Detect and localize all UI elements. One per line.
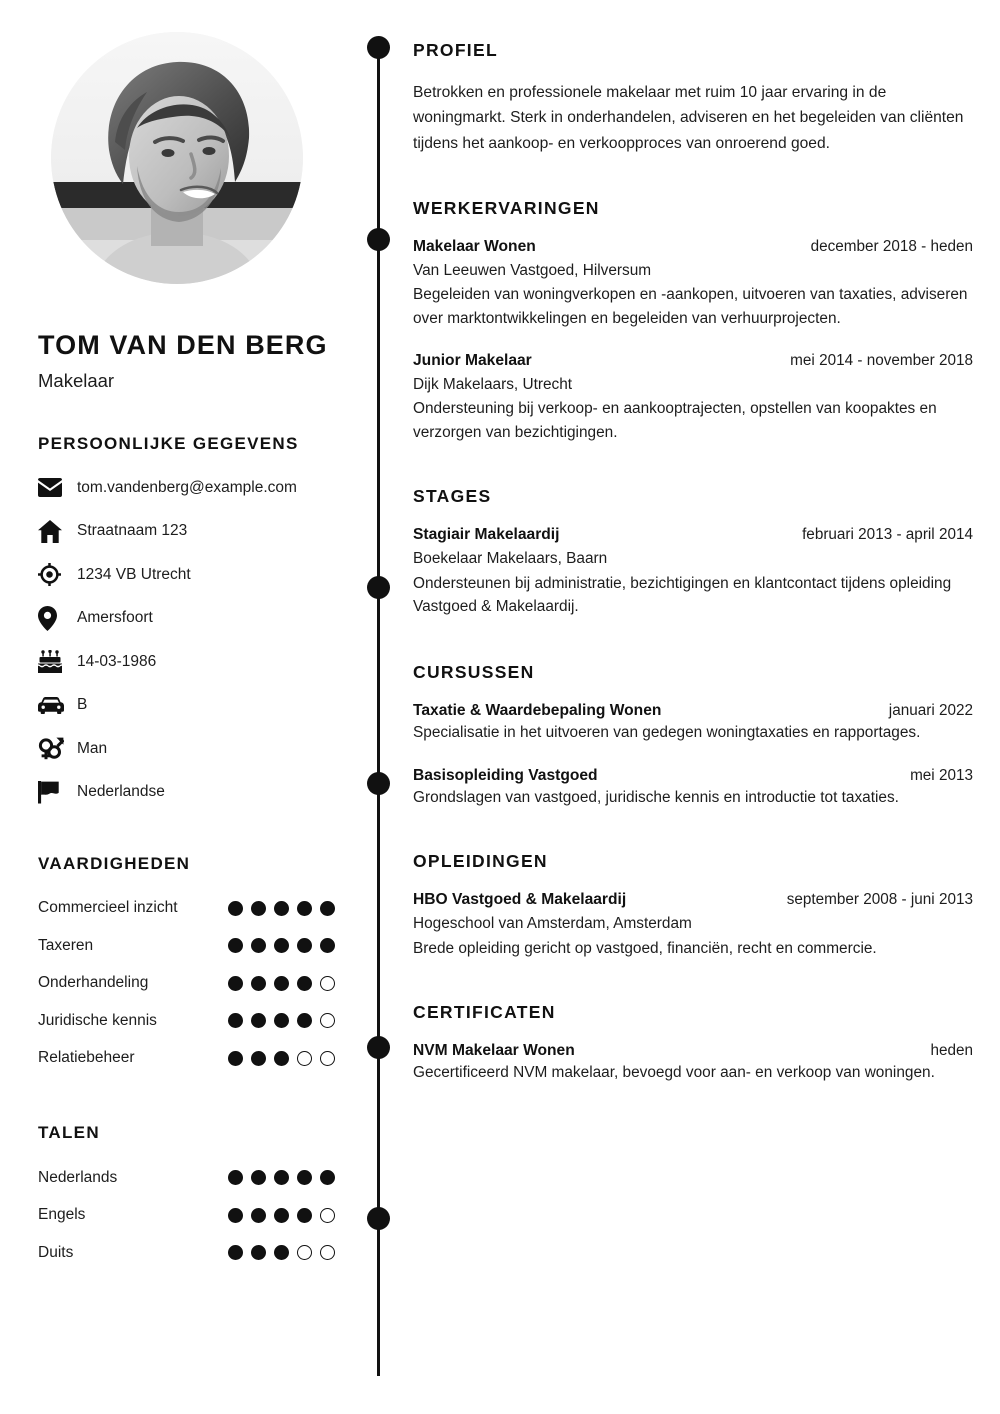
course-entry-date: mei 2013	[910, 766, 973, 784]
course-entry	[413, 702, 973, 744]
course-entry-title: Basisopleiding Vastgoed	[413, 766, 598, 784]
course-entry-desc: Grondslagen van vastgoed, juridische kennis en introductie tot taxaties.	[413, 788, 899, 806]
detail-row-gender	[38, 733, 337, 764]
rating-dot-filled	[228, 1051, 243, 1066]
certificate-entry-title: NVM Makelaar Wonen	[413, 1042, 575, 1060]
language-label: Engels	[38, 1206, 86, 1224]
skill-label: Juridische kennis	[38, 1011, 157, 1029]
rating-dot-filled	[274, 1245, 289, 1260]
education-entry-date: september 2008 - juni 2013	[786, 891, 973, 909]
timeline-dot-stages	[367, 576, 390, 599]
work-entry-title: Makelaar Wonen	[413, 237, 536, 255]
rating-dot-filled	[297, 1208, 312, 1223]
language-rating-dots	[228, 1208, 335, 1223]
detail-value-gender: Man	[77, 739, 108, 757]
detail-row-birthdate	[38, 646, 337, 677]
detail-row-city	[38, 603, 337, 634]
work-entry-date: december 2018 - heden	[810, 237, 973, 255]
rating-dot-filled	[251, 1051, 266, 1066]
timeline-dot-opleidingen	[367, 1036, 390, 1059]
work-entry	[413, 352, 973, 444]
detail-value-drivers-license: B	[77, 696, 88, 714]
car-icon	[38, 692, 68, 718]
skill-rating-dots	[228, 1051, 335, 1066]
languages-heading: TALEN	[38, 1123, 100, 1143]
rating-dot-empty	[320, 1245, 335, 1260]
certificate-entry-date: heden	[930, 1042, 973, 1060]
detail-row-postcode	[38, 559, 337, 590]
work-entry-desc: Ondersteuning bij verkoop- en aankooptrajecten, opstellen van koopaktes en verzorgen van bezichtigingen.	[413, 400, 937, 441]
work-entry	[413, 238, 973, 330]
rating-dot-filled	[228, 1013, 243, 1028]
main-content	[413, 0, 973, 1084]
internship-entry-org: Boekelaar Makelaars, Baarn	[413, 550, 608, 568]
rating-dot-empty	[320, 1013, 335, 1028]
skill-rating-dots	[228, 976, 335, 991]
detail-row-nationality	[38, 777, 337, 808]
rating-dot-filled	[297, 1170, 312, 1185]
rating-dot-filled	[297, 1013, 312, 1028]
detail-row-email	[38, 472, 337, 503]
skill-row	[38, 1002, 337, 1040]
rating-dot-filled	[228, 1208, 243, 1223]
certificate-entry-desc: Gecertificeerd NVM makelaar, bevoegd voor aan- en verkoop van woningen.	[413, 1064, 935, 1082]
rating-dot-filled	[251, 1245, 266, 1260]
skill-label: Onderhandeling	[38, 974, 149, 992]
rating-dot-filled	[274, 1170, 289, 1185]
location-pin-icon	[38, 605, 68, 631]
rating-dot-filled	[320, 1170, 335, 1185]
section-certificaten	[413, 1002, 973, 1084]
work-entry-org: Dijk Makelaars, Utrecht	[413, 375, 573, 393]
rating-dot-filled	[297, 901, 312, 916]
section-heading-opleidingen: OPLEIDINGEN	[413, 851, 548, 872]
rating-dot-filled	[274, 976, 289, 991]
page-title: TOM VAN DEN BERG	[38, 330, 328, 360]
language-row	[38, 1234, 337, 1272]
section-stages	[413, 486, 973, 618]
section-opleidingen	[413, 851, 973, 960]
left-sidebar	[0, 0, 355, 1414]
skill-rating-dots	[228, 901, 335, 916]
language-label: Duits	[38, 1243, 74, 1261]
rating-dot-empty	[320, 976, 335, 991]
section-heading-stages: STAGES	[413, 486, 492, 507]
rating-dot-filled	[228, 976, 243, 991]
language-rating-dots	[228, 1170, 335, 1185]
section-heading-certificaten: CERTIFICATEN	[413, 1002, 556, 1023]
flag-icon	[38, 779, 68, 805]
language-label: Nederlands	[38, 1168, 118, 1186]
course-entry-date: januari 2022	[888, 702, 973, 720]
rating-dot-filled	[274, 1051, 289, 1066]
rating-dot-empty	[320, 1051, 335, 1066]
internship-entry-desc: Ondersteunen bij administratie, bezichtigingen en klantcontact tijdens opleiding Vastgoed & Makelaardij.	[413, 574, 952, 615]
detail-row-drivers-license	[38, 690, 337, 721]
detail-value-nationality: Nederlandse	[77, 783, 165, 801]
section-heading-cursussen: CURSUSSEN	[413, 662, 535, 683]
birthday-cake-icon	[38, 649, 68, 675]
rating-dot-filled	[251, 1208, 266, 1223]
skill-label: Taxeren	[38, 936, 94, 954]
rating-dot-filled	[274, 901, 289, 916]
skill-row	[38, 890, 337, 928]
section-heading-profiel: PROFIEL	[413, 40, 498, 60]
rating-dot-filled	[274, 1013, 289, 1028]
section-cursussen	[413, 662, 973, 809]
timeline-dot-certificaten	[367, 1207, 390, 1230]
personal-details-list	[38, 472, 337, 808]
work-entry-desc: Begeleiden van woningverkopen en -aankopen, uitvoeren van taxaties, adviseren over marktontwikkelingen en begeleiden van verhuurprojecten.	[413, 286, 968, 327]
work-entry-date: mei 2014 - november 2018	[790, 351, 973, 369]
rating-dot-filled	[228, 938, 243, 953]
skill-label: Commercieel inzicht	[38, 899, 178, 917]
work-entry-org: Van Leeuwen Vastgoed, Hilversum	[413, 261, 652, 279]
internship-entry	[413, 526, 973, 618]
profile-summary-text: Betrokken en professionele makelaar met ruim 10 jaar ervaring in de woningmarkt. Sterk in onderhandelen, adviseren en het begeleiden van cliënten tijdens het aankoop- en verkoopproces van onroerend goed.	[413, 84, 964, 152]
rating-dot-filled	[251, 976, 266, 991]
rating-dot-filled	[251, 938, 266, 953]
course-entry-desc: Specialisatie in het uitvoeren van gedegen woningtaxaties en rapportages.	[413, 724, 921, 742]
rating-dot-filled	[228, 901, 243, 916]
envelope-icon	[38, 475, 68, 501]
section-werkervaringen	[413, 198, 973, 444]
rating-dot-filled	[251, 901, 266, 916]
rating-dot-filled	[228, 1245, 243, 1260]
timeline-dot-werkervaringen	[367, 228, 390, 251]
skill-rating-dots	[228, 1013, 335, 1028]
rating-dot-filled	[274, 1208, 289, 1223]
timeline-dot-cursussen	[367, 772, 390, 795]
rating-dot-filled	[297, 938, 312, 953]
detail-value-address: Straatnaam 123	[77, 522, 188, 540]
home-icon	[38, 518, 68, 544]
work-entry-title: Junior Makelaar	[413, 351, 532, 369]
rating-dot-filled	[297, 976, 312, 991]
rating-dot-filled	[228, 1170, 243, 1185]
section-heading-werkervaringen: WERKERVARINGEN	[413, 197, 600, 218]
rating-dot-empty	[297, 1051, 312, 1066]
detail-value-city: Amersfoort	[77, 609, 153, 627]
rating-dot-filled	[320, 938, 335, 953]
timeline-dot-profiel	[367, 36, 390, 59]
course-entry	[413, 767, 973, 809]
gender-icon	[38, 736, 68, 762]
detail-value-email: tom.vandenberg@example.com	[77, 478, 297, 496]
rating-dot-filled	[251, 1170, 266, 1185]
language-row	[38, 1197, 337, 1235]
rating-dot-filled	[251, 1013, 266, 1028]
skill-row	[38, 1040, 337, 1078]
job-role: Makelaar	[38, 370, 115, 392]
skills-list	[38, 890, 337, 1078]
rating-dot-empty	[297, 1245, 312, 1260]
education-entry-org: Hogeschool van Amsterdam, Amsterdam	[413, 915, 692, 933]
languages-list	[38, 1159, 337, 1272]
certificate-entry	[413, 1042, 973, 1084]
rating-dot-filled	[274, 938, 289, 953]
target-icon	[38, 562, 68, 588]
education-entry-title: HBO Vastgoed & Makelaardij	[413, 891, 627, 909]
course-entry-title: Taxatie & Waardebepaling Wonen	[413, 702, 662, 720]
detail-row-address	[38, 516, 337, 547]
language-row	[38, 1159, 337, 1197]
skill-rating-dots	[228, 938, 335, 953]
rating-dot-filled	[320, 901, 335, 916]
rating-dot-empty	[320, 1208, 335, 1223]
skill-row	[38, 927, 337, 965]
education-entry-desc: Brede opleiding gericht op vastgoed, financiën, recht en commercie.	[413, 939, 877, 957]
detail-value-postcode: 1234 VB Utrecht	[77, 565, 191, 583]
portrait-photo-icon	[51, 32, 303, 284]
internship-entry-title: Stagiair Makelaardij	[413, 526, 560, 544]
avatar	[51, 32, 303, 284]
section-profiel	[413, 40, 973, 156]
education-entry	[413, 891, 973, 960]
skill-row	[38, 965, 337, 1003]
internship-entry-date: februari 2013 - april 2014	[802, 526, 973, 544]
detail-value-birthdate: 14-03-1986	[77, 652, 157, 670]
language-rating-dots	[228, 1245, 335, 1260]
skills-heading: VAARDIGHEDEN	[38, 853, 191, 873]
skill-label: Relatiebeheer	[38, 1049, 135, 1067]
personal-details-heading: PERSOONLIJKE GEGEVENS	[38, 434, 299, 454]
